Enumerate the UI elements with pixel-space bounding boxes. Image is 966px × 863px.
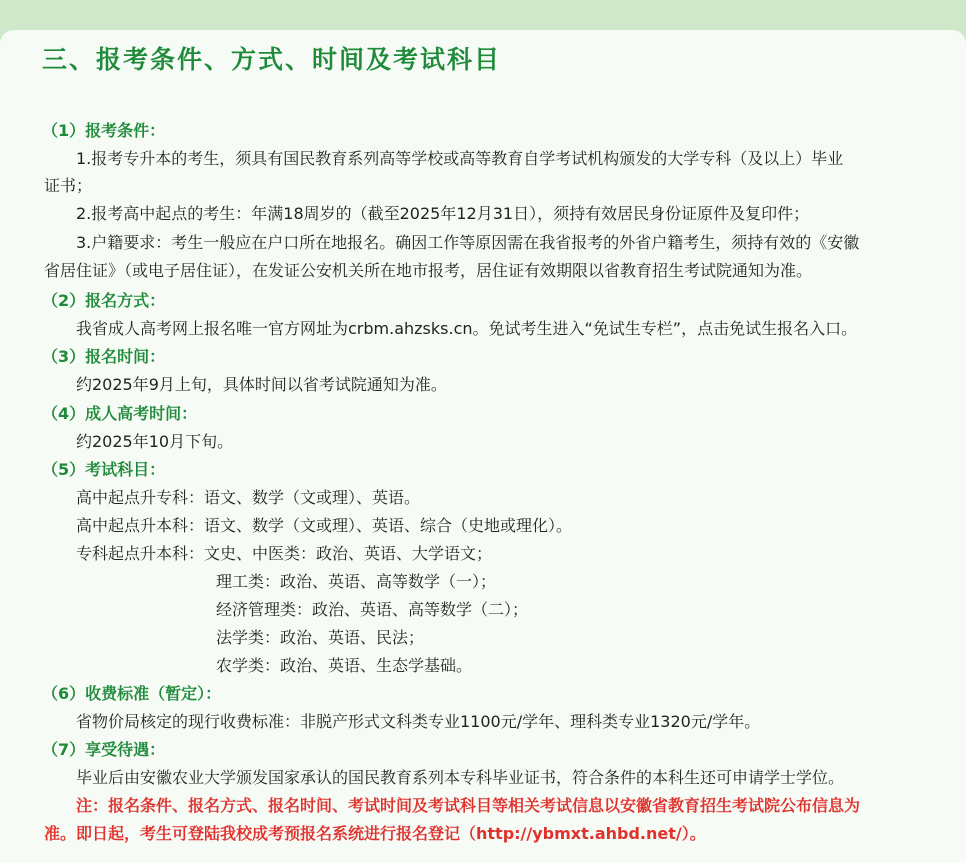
section-heading-benefits: （7）享受待遇： (42, 740, 166, 759)
paragraph: 省居住证》（或电子居住证），在发证公安机关所在地市报考，居住证有效期限以省教育招生考试院通知为准。 (44, 261, 813, 280)
list-item: 高中起点升本科：语文、数学（文或理）、英语、综合（史地或理化）。 (76, 516, 573, 535)
note: 注：报名条件、报名方式、报名时间、考试时间及考试科目等相关考试信息以安徽省教育招生考试院公布信息为 (76, 796, 861, 815)
note: 准。即日起，考生可登陆我校成考预报名系统进行报名登记（http://ybmxt.ahbd.net/）。 (44, 824, 706, 843)
section-heading-conditions: （1）报考条件： (42, 121, 166, 140)
section-heading-exam-time: （4）成人高考时间： (42, 404, 198, 423)
paragraph: 3.户籍要求：考生一般应在户口所在地报名。确因工作等原因需在我省报考的外省户籍考生，须持有效的《安徽 (76, 233, 860, 252)
list-item: 经济管理类：政治、英语、高等数学（二）； (216, 600, 529, 619)
paragraph: 约2025年9月上旬，具体时间以省考试院通知为准。 (76, 375, 447, 394)
section-heading-fees: （6）收费标准（暂定）： (42, 684, 222, 703)
paragraph: 毕业后由安徽农业大学颁发国家承认的国民教育系列本专科毕业证书，符合条件的本科生还可申请学士学位。 (76, 768, 845, 787)
list-item: 法学类：政治、英语、民法； (216, 628, 425, 647)
paragraph: 2.报考高中起点的考生：年满18周岁的（截至2025年12月31日），须持有效居民身份证原件及复印件； (76, 204, 810, 223)
paragraph: 我省成人高考网上报名唯一官方网址为crbm.ahzsks.cn。免试考生进入“免试生专栏”，点击免试生报名入口。 (76, 319, 858, 338)
list-item: 理工类：政治、英语、高等数学（一）； (216, 572, 497, 591)
paragraph: 省物价局核定的现行收费标准：非脱产形式文科类专业1100元/学年、理科类专业1320元/学年。 (76, 712, 761, 731)
paragraph: 约2025年10月下旬。 (76, 432, 234, 451)
list-item: 高中起点升专科：语文、数学（文或理）、英语。 (76, 488, 421, 507)
page-title: 三、报考条件、方式、时间及考试科目 (42, 45, 502, 74)
paragraph: 1.报考专升本的考生，须具有国民教育系列高等学校或高等教育自学考试机构颁发的大学专科（及以上）毕业 (76, 149, 844, 168)
section-heading-method: （2）报名方式： (42, 291, 166, 310)
section-heading-subjects: （5）考试科目： (42, 460, 166, 479)
list-item: 专科起点升本科：文史、中医类：政治、英语、大学语文； (76, 544, 493, 563)
paragraph: 证书； (44, 176, 93, 195)
list-item: 农学类：政治、英语、生态学基础。 (216, 656, 473, 675)
section-heading-registration-time: （3）报名时间： (42, 347, 166, 366)
